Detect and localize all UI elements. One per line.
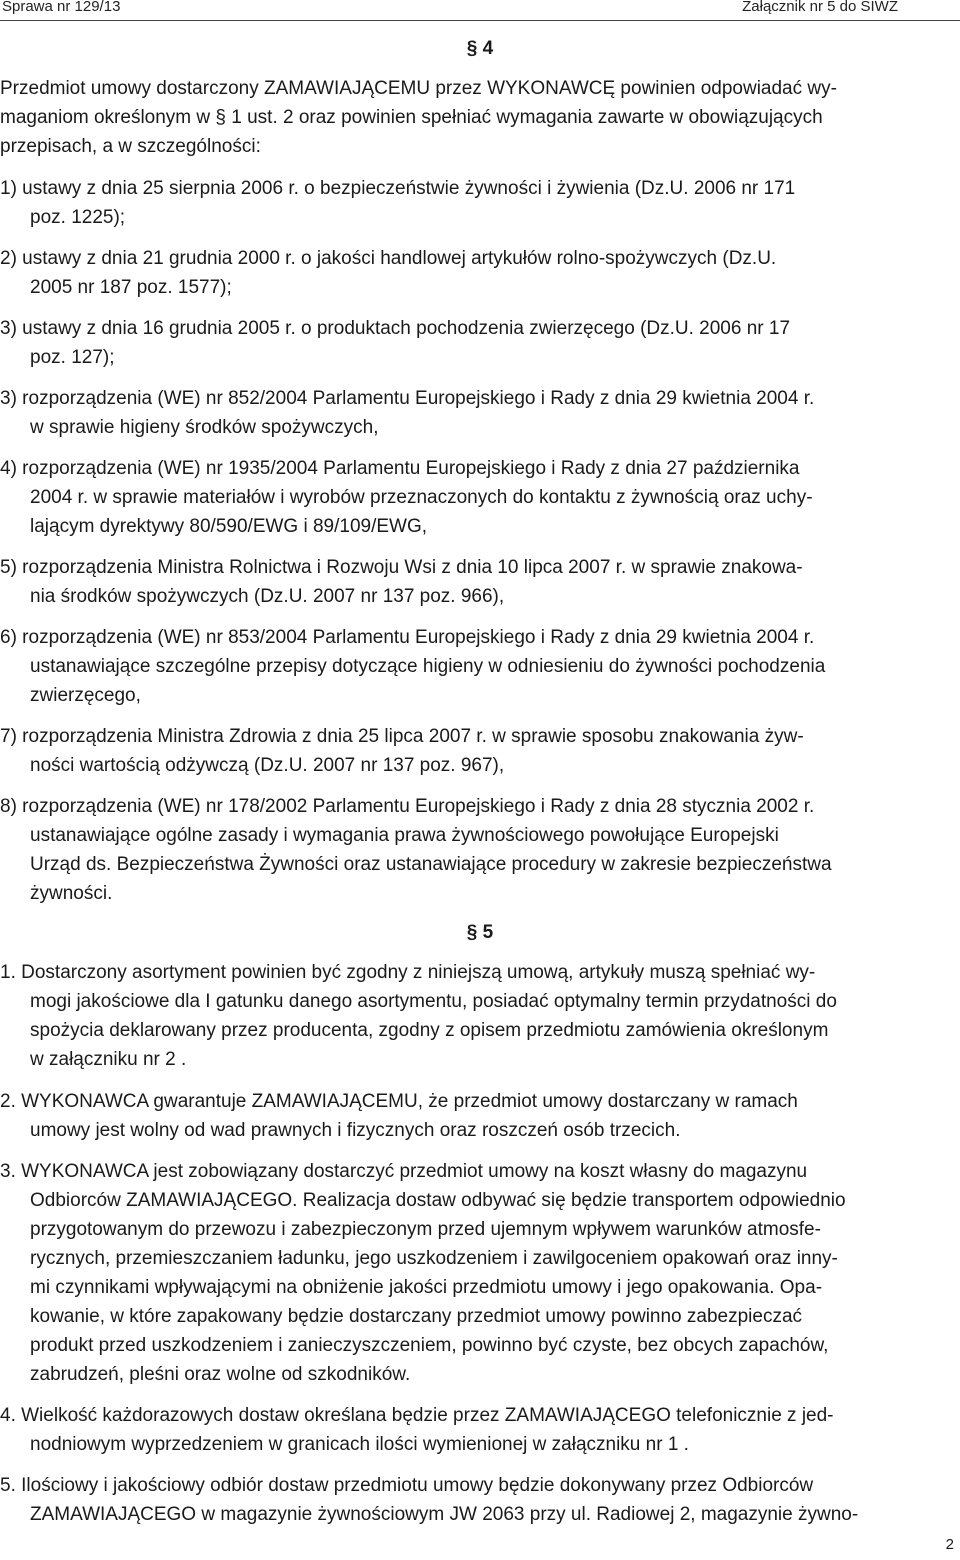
list-item-line: 1) ustawy z dnia 25 sierpnia 2006 r. o bezpieczeństwie żywności i żywienia (Dz.U. 2006 nr 171: [0, 178, 796, 199]
header-rule: [0, 20, 960, 21]
list-item-line: 2005 nr 187 poz. 1577);: [30, 277, 232, 298]
list-item-line: produkt przed uszkodzeniem i zanieczyszczeniem, powinno być czyste, bez obcych zapachów,: [30, 1335, 829, 1356]
list-item-line: 6) rozporządzenia (WE) nr 853/2004 Parlamentu Europejskiego i Rady z dnia 29 kwietnia 2004 r.: [0, 627, 815, 648]
list-item-line: spożycia deklarowany przez producenta, zgodny z opisem przedmiotu zamówienia określonym: [30, 1020, 829, 1041]
list-item-line: 3. WYKONAWCA jest zobowiązany dostarczyć przedmiot umowy na koszt własny do magazynu: [0, 1161, 808, 1182]
list-item-line: 5. Ilościowy i jakościowy odbiór dostaw przedmiotu umowy będzie dokonywany przez Odbiorców: [0, 1475, 814, 1496]
list-item-line: w sprawie higieny środków spożywczych,: [30, 417, 379, 438]
list-item-line: mogi jakościowe dla I gatunku danego asortymentu, posiadać optymalny termin przydatności do: [30, 991, 837, 1012]
list-item-line: mi czynnikami wpływającymi na obniżenie jakości przedmiotu umowy i jego opakowania. Opa-: [30, 1277, 823, 1298]
list-item-line: ZAMAWIAJĄCEGO w magazynie żywnościowym JW 2063 przy ul. Radiowej 2, magazynie żywno-: [30, 1504, 859, 1525]
list-item-line: 1. Dostarczony asortyment powinien być zgodny z niniejszą umową, artykuły muszą spełniać wy-: [0, 962, 816, 983]
list-item-line: poz. 127);: [30, 347, 115, 368]
list-item-line: ustanawiające ogólne zasady i wymagania prawa żywnościowego powołujące Europejski: [30, 825, 779, 846]
list-item-line: lającym dyrektywy 80/590/EWG i 89/109/EWG,: [30, 516, 428, 537]
list-item-line: w załączniku nr 2 .: [30, 1049, 187, 1070]
list-item-line: umowy jest wolny od wad prawnych i fizycznych oraz roszczeń osób trzecich.: [30, 1120, 681, 1141]
intro-line: maganiom określonym w § 1 ust. 2 oraz powinien spełniać wymagania zawarte w obowiązujących: [0, 107, 823, 128]
section-5-heading: § 5: [466, 922, 494, 943]
list-item-line: przygotowanym do przewozu i zabezpieczonym przed ujemnym wpływem warunków atmosfe-: [30, 1219, 821, 1240]
list-item-line: poz. 1225);: [30, 207, 126, 228]
page-header-right: Załącznik nr 5 do SIWZ: [742, 0, 898, 15]
list-item-line: zabrudzeń, pleśni oraz wolne od szkodników.: [30, 1364, 411, 1385]
page-number: 2: [945, 1536, 954, 1553]
list-item-line: 3) ustawy z dnia 16 grudnia 2005 r. o produktach pochodzenia zwierzęcego (Dz.U. 2006 nr 17: [0, 318, 791, 339]
list-item-line: Odbiorców ZAMAWIAJĄCEGO. Realizacja dostaw odbywać się będzie transportem odpowiednio: [30, 1190, 846, 1211]
list-item-line: nia środków spożywczych (Dz.U. 2007 nr 137 poz. 966),: [30, 586, 505, 607]
list-item-line: 4) rozporządzenia (WE) nr 1935/2004 Parlamentu Europejskiego i Rady z dnia 27 października: [0, 458, 800, 479]
intro-line: przepisach, a w szczególności:: [0, 136, 261, 157]
list-item-line: nodniowym wyprzedzeniem w granicach ilości wymienionej w załączniku nr 1 .: [30, 1434, 689, 1455]
list-item-line: 8) rozporządzenia (WE) nr 178/2002 Parlamentu Europejskiego i Rady z dnia 28 stycznia 2002 r.: [0, 796, 815, 817]
section-4-heading: § 4: [466, 38, 494, 59]
list-item-line: 3) rozporządzenia (WE) nr 852/2004 Parlamentu Europejskiego i Rady z dnia 29 kwietnia 2004 r.: [0, 388, 815, 409]
page-header-left: Sprawa nr 129/13: [2, 0, 121, 15]
list-item-line: 7) rozporządzenia Ministra Zdrowia z dnia 25 lipca 2007 r. w sprawie sposobu znakowania żyw-: [0, 726, 804, 747]
list-item-line: 2. WYKONAWCA gwarantuje ZAMAWIAJĄCEMU, że przedmiot umowy dostarczany w ramach: [0, 1091, 798, 1112]
list-item-line: 5) rozporządzenia Ministra Rolnictwa i Rozwoju Wsi z dnia 10 lipca 2007 r. w sprawie znakowa-: [0, 557, 803, 578]
list-item-line: 2) ustawy z dnia 21 grudnia 2000 r. o jakości handlowej artykułów rolno-spożywczych (Dz.U.: [0, 248, 777, 269]
list-item-line: Urząd ds. Bezpieczeństwa Żywności oraz ustanawiające procedury w zakresie bezpieczeństwa: [30, 854, 832, 875]
list-item-line: ności wartością odżywczą (Dz.U. 2007 nr 137 poz. 967),: [30, 755, 505, 776]
list-item-line: zwierzęcego,: [30, 685, 141, 706]
list-item-line: rycznych, przemieszczaniem ładunku, jego uszkodzeniem i zawilgoceniem opakowań oraz inny-: [30, 1248, 838, 1269]
list-item-line: kowanie, w które zapakowany będzie dostarczany przedmiot umowy powinno zabezpieczać: [30, 1306, 803, 1327]
list-item-line: 4. Wielkość każdorazowych dostaw określana będzie przez ZAMAWIAJĄCEGO telefonicznie z jed-: [0, 1405, 834, 1426]
list-item-line: 2004 r. w sprawie materiałów i wyrobów przeznaczonych do kontaktu z żywnością oraz uchy-: [30, 487, 813, 508]
list-item-line: żywności.: [30, 883, 113, 904]
intro-line: Przedmiot umowy dostarczony ZAMAWIAJĄCEMU przez WYKONAWCĘ powinien odpowiadać wy-: [0, 78, 837, 99]
list-item-line: ustanawiające szczególne przepisy dotyczące higieny w odniesieniu do żywności pochodzenia: [30, 656, 826, 677]
